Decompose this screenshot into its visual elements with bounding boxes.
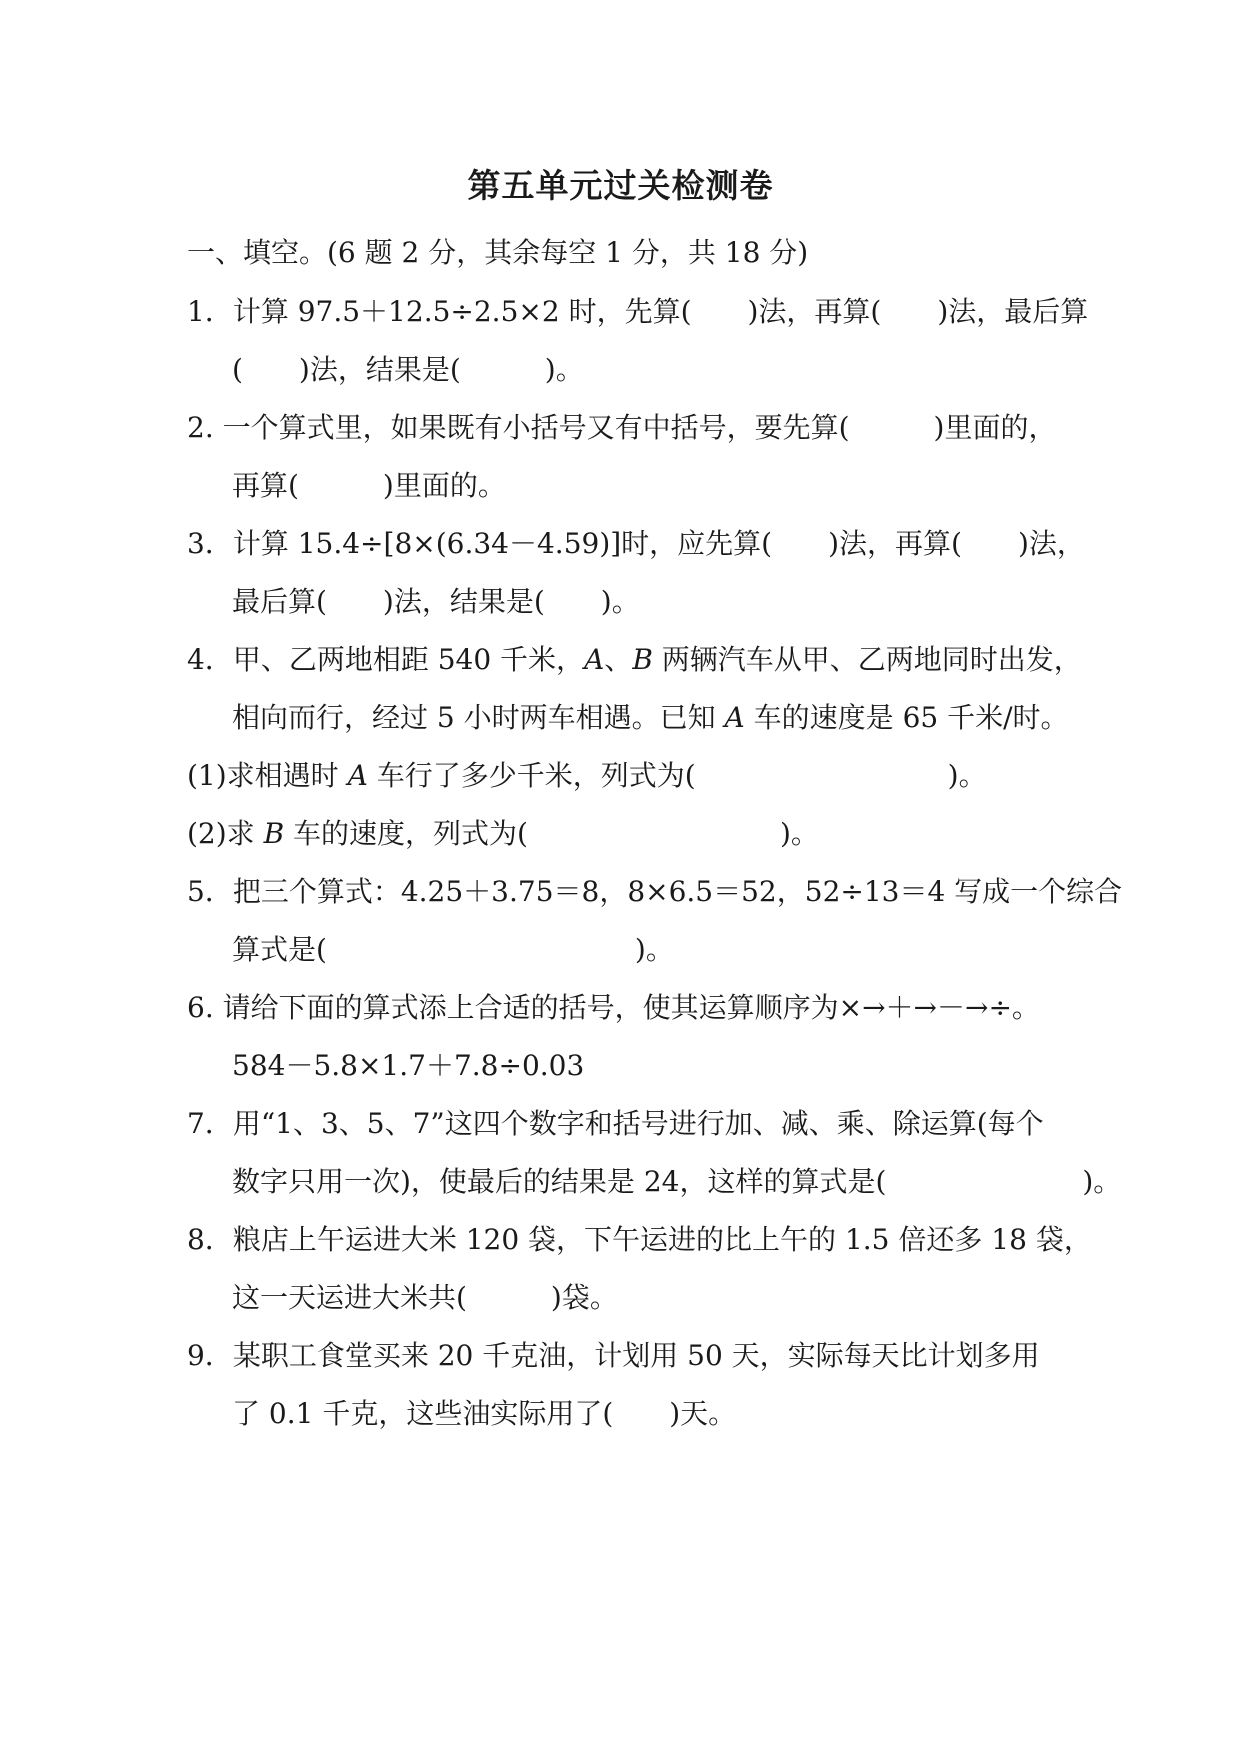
question-8-line-2: 这一天运进大米共( )袋。: [232, 1281, 618, 1314]
question-5-line-2: 算式是( )。: [232, 933, 674, 966]
question-2-line-2: 再算( )里面的。: [232, 469, 506, 502]
question-8-line-1: 8．粮店上午运进大米 120 袋，下午运进的比上午的 1.5 倍还多 18 袋，: [187, 1223, 1092, 1256]
question-2-line-1: 2. 一个算式里，如果既有小括号又有中括号，要先算( )里面的，: [187, 411, 1057, 444]
section-heading: 一、填空。(6 题 2 分，其余每空 1 分，共 18 分): [187, 236, 809, 269]
question-3-line-1: 3．计算 15.4÷[8×(6.34－4.59)]时，应先算( )法，再算( )法，: [187, 527, 1085, 560]
q4-var-a: A: [584, 643, 605, 676]
question-9-line-1: 9．某职工食堂买来 20 千克油，计划用 50 天，实际每天比计划多用: [187, 1339, 1040, 1372]
q4-var-b: B: [263, 817, 285, 850]
q4-text: 、: [604, 643, 633, 676]
question-5-line-1: 5．把三个算式：4.25＋3.75＝8，8×6.5＝52，52÷13＝4 写成一个综合: [187, 875, 1123, 908]
q4-text: 4．甲、乙两地相距 540 千米，: [187, 643, 585, 676]
q4-sub-text: (2)求: [187, 817, 264, 850]
q4-sub-text: 车的速度，列式为( )。: [284, 817, 819, 850]
question-6-expression: 584－5.8×1.7＋7.8÷0.03: [232, 1049, 585, 1082]
question-3-line-2: 最后算( )法，结果是( )。: [232, 585, 640, 618]
q4-text: 车的速度是 65 千米/时。: [744, 701, 1069, 734]
question-7-line-2: 数字只用一次)，使最后的结果是 24，这样的算式是( )。: [232, 1165, 1122, 1198]
q4-text: 两辆汽车从甲、乙两地同时出发，: [652, 643, 1082, 676]
q4-sub-text: (1)求相遇时: [187, 759, 348, 792]
question-4-sub-1: [187, 756, 987, 796]
question-1-line-1: 1．计算 97.5＋12.5÷2.5×2 时，先算( )法，再算( )法，最后算: [187, 295, 1089, 328]
q4-var-a: A: [724, 701, 745, 734]
question-6-line-1: 6. 请给下面的算式添上合适的括号，使其运算顺序为×→＋→－→÷。: [187, 991, 1040, 1024]
question-4-line-2: [232, 698, 1069, 738]
question-9-line-2: 了 0.1 千克，这些油实际用了( )天。: [232, 1397, 737, 1430]
question-1-line-2: ( )法，结果是( )。: [232, 353, 584, 386]
question-7-line-1: 7．用“1、3、5、7”这四个数字和括号进行加、减、乘、除运算(每个: [187, 1107, 1044, 1140]
page-title: 第五单元过关检测卷: [467, 166, 774, 205]
q4-text: 相向而行，经过 5 小时两车相遇。已知: [232, 701, 725, 734]
q4-var-a: A: [347, 759, 368, 792]
question-4-line-1: [187, 640, 1082, 680]
q4-sub-text: 车行了多少千米，列式为( )。: [367, 759, 987, 792]
question-4-sub-2: [187, 814, 819, 854]
q4-var-b: B: [632, 643, 653, 676]
